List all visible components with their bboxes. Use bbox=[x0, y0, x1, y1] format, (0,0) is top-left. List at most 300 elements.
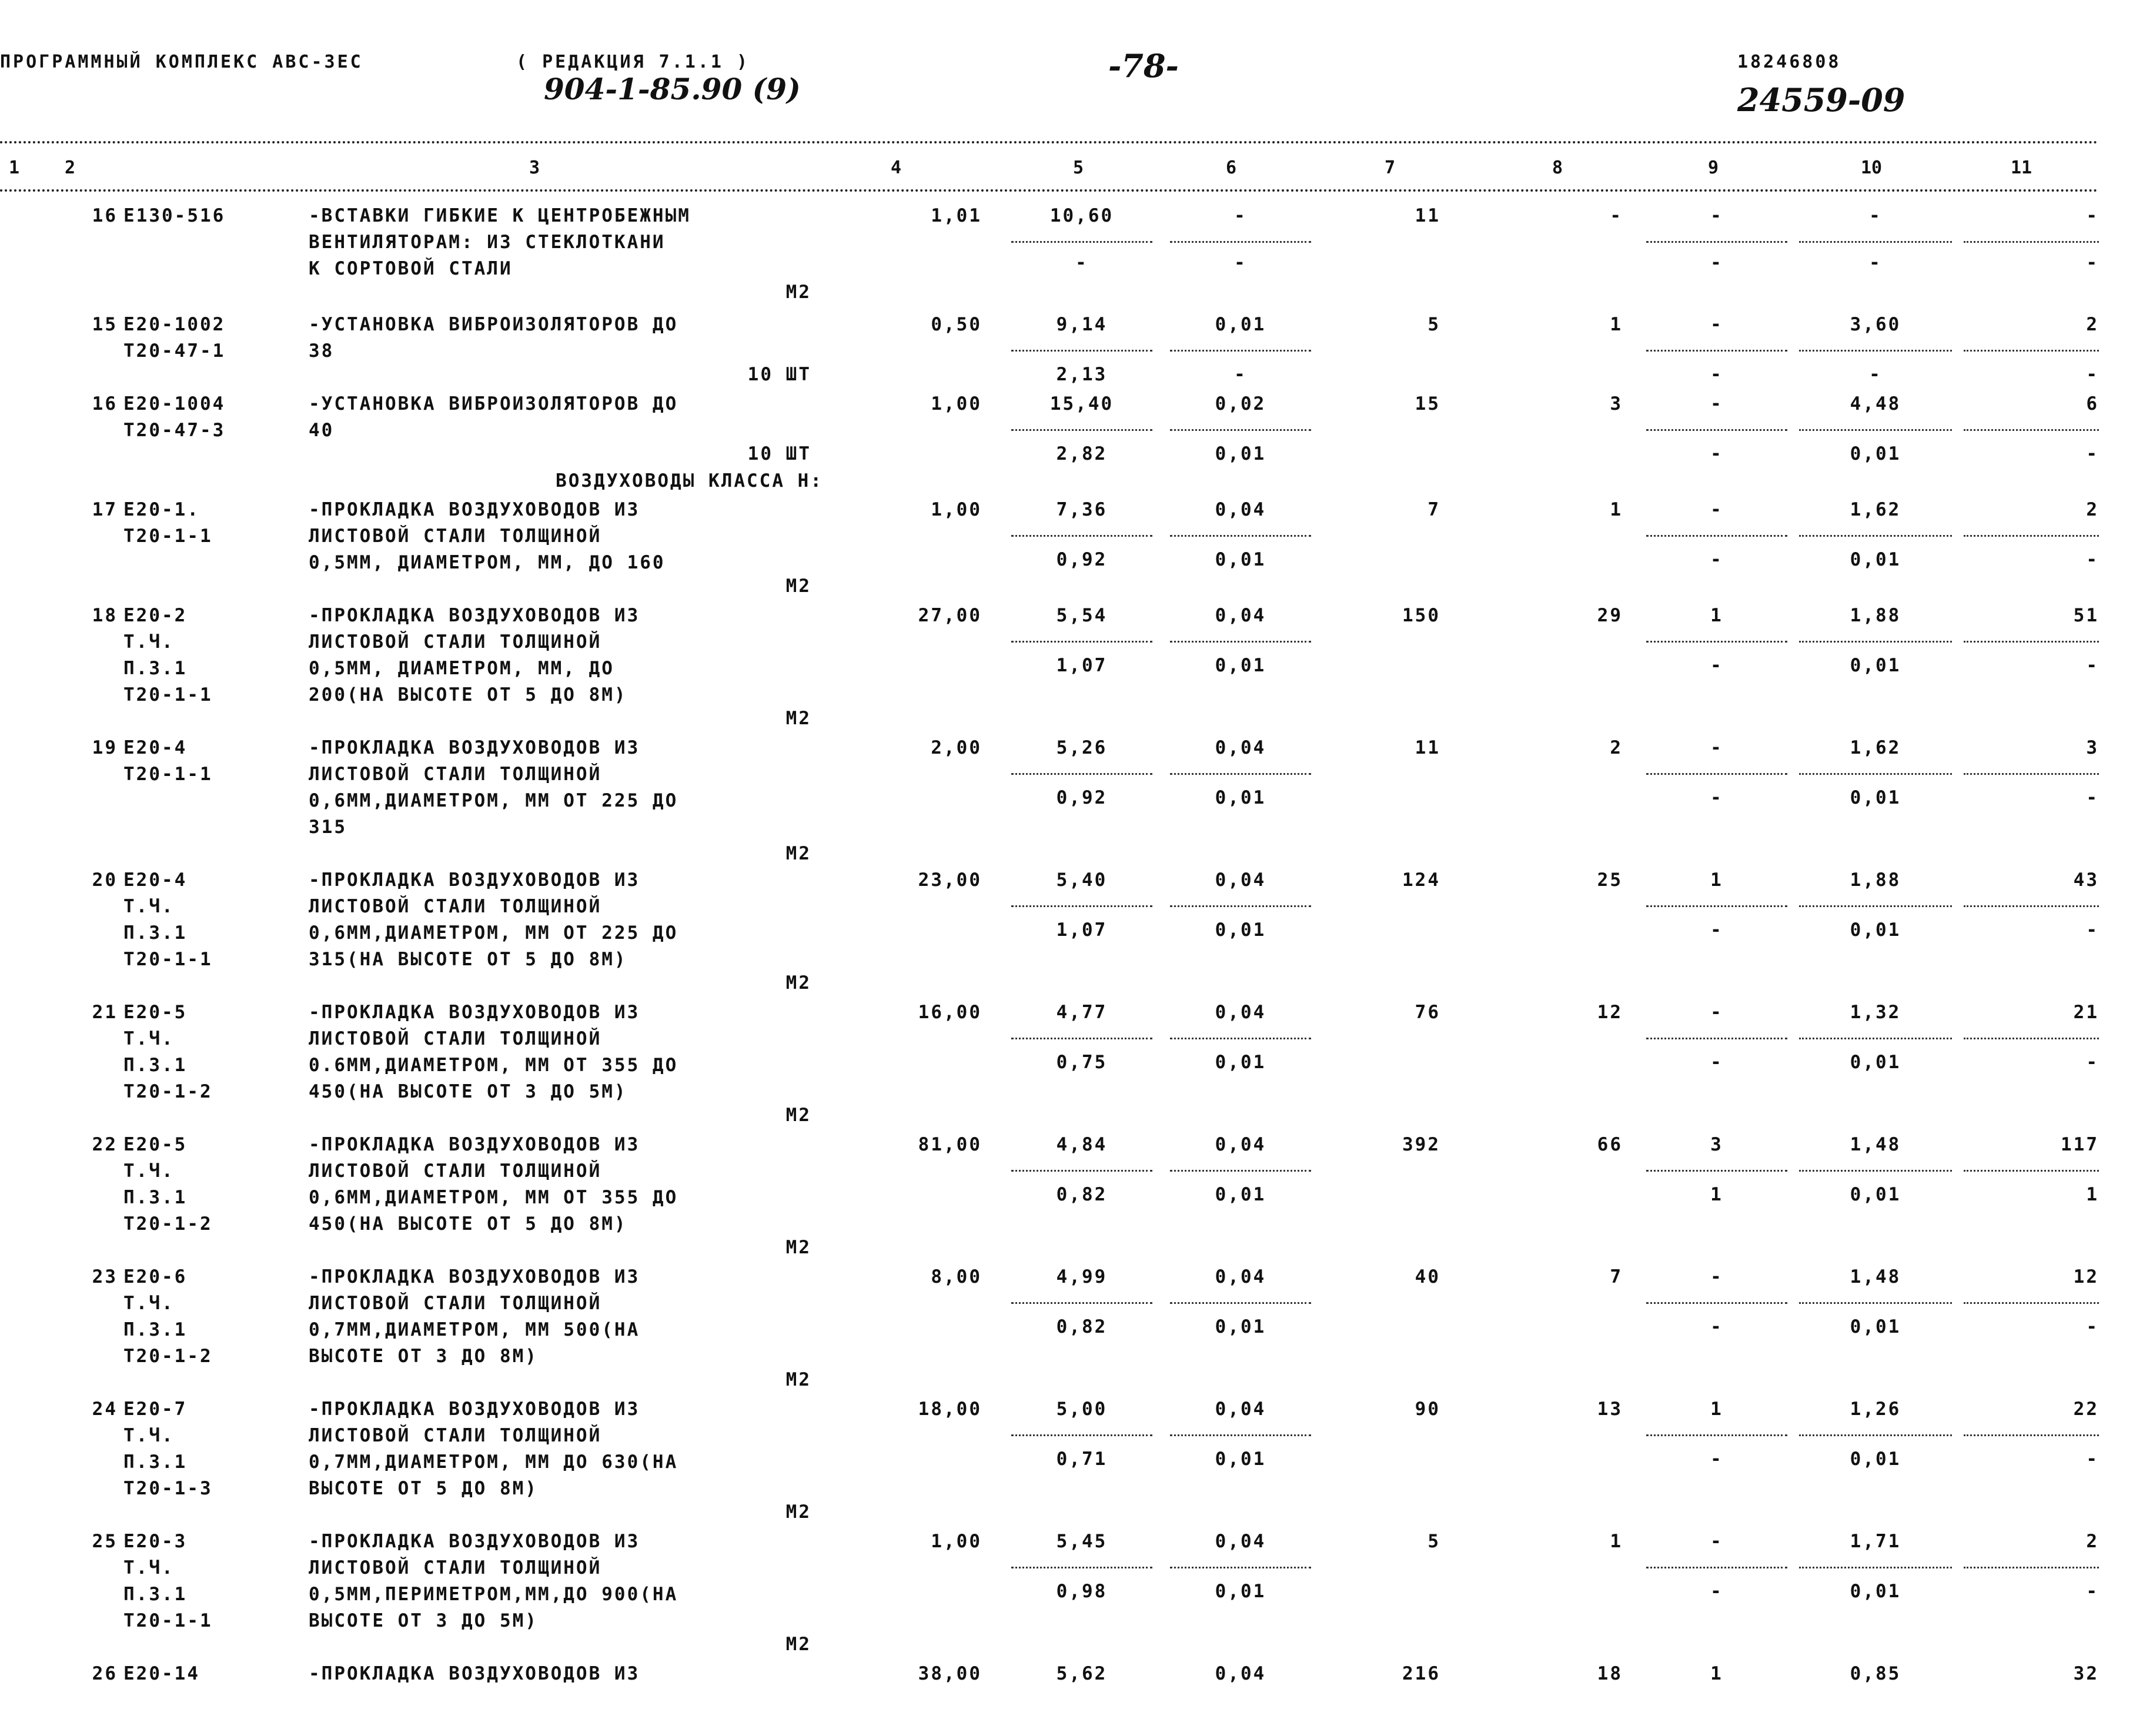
value-col5: 5,26 bbox=[1056, 737, 1108, 758]
value-col5: 9,14 bbox=[1056, 314, 1108, 335]
work-description: ВЫСОТЕ ОТ 3 ДО 8М) bbox=[309, 1346, 538, 1367]
work-description: -УСТАНОВКА ВИБРОИЗОЛЯТОРОВ ДО bbox=[309, 393, 678, 414]
value-col9: 1 bbox=[1710, 1663, 1723, 1684]
value-col5: 4,99 bbox=[1056, 1266, 1108, 1287]
value-col11: 117 bbox=[2061, 1134, 2099, 1155]
page-header bbox=[0, 0, 2153, 135]
norm-code: Т.Ч. bbox=[123, 896, 175, 917]
row-number: 21 bbox=[92, 1002, 118, 1023]
value-col6-sub: 0,01 bbox=[1215, 1052, 1266, 1073]
value-col9-sub: - bbox=[1710, 364, 1723, 385]
work-description: ЛИСТОВОЙ СТАЛИ ТОЛЩИНОЙ bbox=[309, 1557, 602, 1578]
value-col8: 12 bbox=[1597, 1002, 1623, 1023]
separator-line bbox=[1646, 1170, 1787, 1172]
value-col9: 1 bbox=[1710, 605, 1723, 626]
work-description: 450(НА ВЫСОТЕ ОТ 3 ДО 5М) bbox=[309, 1081, 627, 1102]
norm-code: Т20-1-1 bbox=[123, 764, 213, 785]
quantity: 81,00 bbox=[918, 1134, 982, 1155]
value-col6: 0,04 bbox=[1215, 1531, 1266, 1552]
estimate-table-body bbox=[0, 203, 2099, 1731]
value-col11: 2 bbox=[2086, 314, 2099, 335]
separator-line bbox=[1011, 773, 1152, 775]
value-col9-sub: - bbox=[1710, 919, 1723, 941]
norm-code: Т20-47-1 bbox=[123, 340, 226, 362]
value-col6-sub: 0,01 bbox=[1215, 1184, 1266, 1205]
value-col11-sub: - bbox=[2086, 919, 2099, 941]
norm-code: П.3.1 bbox=[123, 658, 188, 679]
value-col6-sub: 0,01 bbox=[1215, 549, 1266, 570]
value-col8: 1 bbox=[1610, 314, 1623, 335]
separator-line bbox=[1170, 1038, 1311, 1039]
value-col9-sub: 1 bbox=[1710, 1184, 1723, 1205]
project-number-handwritten: 904-1-85.90 (9) bbox=[544, 72, 801, 106]
unit-of-measure: 10 ШТ bbox=[747, 443, 811, 464]
value-col6: 0,02 bbox=[1215, 393, 1266, 414]
separator-line bbox=[1011, 641, 1152, 643]
value-col7: 11 bbox=[1415, 737, 1440, 758]
norm-code: Е20-5 bbox=[123, 1134, 188, 1155]
value-col7: 76 bbox=[1415, 1002, 1440, 1023]
work-description: -ПРОКЛАДКА ВОЗДУХОВОДОВ ИЗ bbox=[309, 605, 640, 626]
norm-code: Е20-4 bbox=[123, 737, 188, 758]
value-col8: 1 bbox=[1610, 1531, 1623, 1552]
work-description: -ПРОКЛАДКА ВОЗДУХОВОДОВ ИЗ bbox=[309, 1399, 640, 1420]
value-col5-sub: 2,13 bbox=[1056, 364, 1108, 385]
value-col11-sub: - bbox=[2086, 1052, 2099, 1073]
value-col10-sub: 0,01 bbox=[1850, 787, 1901, 808]
table-row bbox=[0, 497, 2099, 603]
separator-line bbox=[1964, 1038, 2099, 1039]
unit-of-measure: М2 bbox=[785, 1634, 811, 1655]
value-col5: 5,54 bbox=[1056, 605, 1108, 626]
work-description: 38 bbox=[309, 340, 335, 362]
value-col8: 2 bbox=[1610, 737, 1623, 758]
quantity: 8,00 bbox=[931, 1266, 982, 1287]
value-col7: 11 bbox=[1415, 205, 1440, 226]
separator-line bbox=[1170, 535, 1311, 537]
value-col10: 1,32 bbox=[1850, 1002, 1901, 1023]
separator-line bbox=[1799, 1170, 1952, 1172]
row-number: 23 bbox=[92, 1266, 118, 1287]
norm-code: П.3.1 bbox=[123, 922, 188, 944]
unit-of-measure: М2 bbox=[785, 1501, 811, 1523]
table-row bbox=[0, 867, 2099, 999]
value-col10-sub: - bbox=[1869, 364, 1882, 385]
table-row bbox=[0, 1264, 2099, 1396]
separator-line bbox=[1799, 773, 1952, 775]
unit-of-measure: М2 bbox=[785, 1105, 811, 1126]
separator-line bbox=[1964, 905, 2099, 907]
quantity: 2,00 bbox=[931, 737, 982, 758]
document-number-handwritten: 24559-09 bbox=[1737, 81, 1905, 119]
row-number: 22 bbox=[92, 1134, 118, 1155]
work-description: К СОРТОВОЙ СТАЛИ bbox=[309, 258, 513, 279]
work-description: ЛИСТОВОЙ СТАЛИ ТОЛЩИНОЙ bbox=[309, 631, 602, 653]
separator-line bbox=[1011, 1170, 1152, 1172]
value-col10-sub: 0,01 bbox=[1850, 549, 1901, 570]
value-col10: 4,48 bbox=[1850, 393, 1901, 414]
norm-code: Е20-2 bbox=[123, 605, 188, 626]
work-description: 0,7ММ,ДИАМЕТРОМ, ММ 500(НА bbox=[309, 1319, 640, 1340]
separator-line bbox=[1964, 350, 2099, 352]
separator-line bbox=[1646, 1302, 1787, 1304]
work-description: -ПРОКЛАДКА ВОЗДУХОВОДОВ ИЗ bbox=[309, 1002, 640, 1023]
value-col10: 1,88 bbox=[1850, 869, 1901, 891]
norm-code: Е20-6 bbox=[123, 1266, 188, 1287]
work-description: 0,6ММ,ДИАМЕТРОМ, ММ ОТ 225 ДО bbox=[309, 790, 678, 811]
table-row bbox=[0, 1528, 2099, 1661]
table-row bbox=[0, 735, 2099, 867]
norm-code: Е20-3 bbox=[123, 1531, 188, 1552]
separator-line bbox=[1964, 1302, 2099, 1304]
unit-of-measure: М2 bbox=[785, 843, 811, 864]
value-col11: 43 bbox=[2073, 869, 2099, 891]
work-description: ЛИСТОВОЙ СТАЛИ ТОЛЩИНОЙ bbox=[309, 1425, 602, 1446]
work-description: -ПРОКЛАДКА ВОЗДУХОВОДОВ ИЗ bbox=[309, 1531, 640, 1552]
value-col11: 51 bbox=[2073, 605, 2099, 626]
work-description: 315(НА ВЫСОТЕ ОТ 5 ДО 8М) bbox=[309, 949, 627, 970]
norm-code: Т20-1-2 bbox=[123, 1346, 213, 1367]
value-col6-sub: - bbox=[1234, 252, 1247, 273]
value-col11: 6 bbox=[2086, 393, 2099, 414]
work-description: 200(НА ВЫСОТЕ ОТ 5 ДО 8М) bbox=[309, 684, 627, 705]
norm-code: Е20-1002 bbox=[123, 314, 226, 335]
value-col8: 18 bbox=[1597, 1663, 1623, 1684]
value-col8: 29 bbox=[1597, 605, 1623, 626]
value-col11-sub: - bbox=[2086, 1449, 2099, 1470]
work-description: 0,6ММ,ДИАМЕТРОМ, ММ ОТ 355 ДО bbox=[309, 1187, 678, 1208]
value-col8: 3 bbox=[1610, 393, 1623, 414]
quantity: 16,00 bbox=[918, 1002, 982, 1023]
column-header-10: 10 bbox=[1861, 158, 1883, 178]
value-col8: 25 bbox=[1597, 869, 1623, 891]
table-row bbox=[0, 999, 2099, 1132]
norm-code: Е130-516 bbox=[123, 205, 226, 226]
value-col9: - bbox=[1710, 1002, 1723, 1023]
norm-code: Т20-47-3 bbox=[123, 420, 226, 441]
value-col5: 7,36 bbox=[1056, 499, 1108, 520]
separator-line bbox=[1799, 241, 1952, 243]
value-col5-sub: - bbox=[1075, 252, 1088, 273]
work-description: 0,5ММ, ДИАМЕТРОМ, ММ, ДО 160 bbox=[309, 552, 666, 573]
value-col7: 90 bbox=[1415, 1399, 1440, 1420]
norm-code: Е20-14 bbox=[123, 1663, 200, 1684]
value-col11-sub: 1 bbox=[2086, 1184, 2099, 1205]
value-col10: 1,71 bbox=[1850, 1531, 1901, 1552]
separator-line bbox=[1011, 1567, 1152, 1568]
value-col6: 0,04 bbox=[1215, 1663, 1266, 1684]
value-col10-sub: 0,01 bbox=[1850, 443, 1901, 464]
value-col9-sub: - bbox=[1710, 443, 1723, 464]
work-description: 0.6ММ,ДИАМЕТРОМ, ММ ОТ 355 ДО bbox=[309, 1055, 678, 1076]
header-rule-top bbox=[0, 141, 2099, 143]
separator-line bbox=[1646, 429, 1787, 431]
work-description: -УСТАНОВКА ВИБРОИЗОЛЯТОРОВ ДО bbox=[309, 314, 678, 335]
value-col9: - bbox=[1710, 499, 1723, 520]
separator-line bbox=[1964, 1434, 2099, 1436]
value-col5: 5,62 bbox=[1056, 1663, 1108, 1684]
separator-line bbox=[1646, 905, 1787, 907]
unit-of-measure: М2 bbox=[785, 1369, 811, 1390]
value-col5-sub: 0,71 bbox=[1056, 1449, 1108, 1470]
work-description: -ПРОКЛАДКА ВОЗДУХОВОДОВ ИЗ bbox=[309, 1663, 640, 1684]
separator-line bbox=[1799, 1567, 1952, 1568]
program-name: ПРОГРАММНЫЙ КОМПЛЕКС АВС-ЗЕС bbox=[0, 52, 363, 72]
column-header-7: 7 bbox=[1385, 158, 1396, 178]
row-number: 24 bbox=[92, 1399, 118, 1420]
column-header-6: 6 bbox=[1226, 158, 1237, 178]
value-col9-sub: - bbox=[1710, 787, 1723, 808]
value-col11-sub: - bbox=[2086, 787, 2099, 808]
document-code: 18246808 bbox=[1737, 52, 1841, 72]
value-col10: 1,88 bbox=[1850, 605, 1901, 626]
value-col5-sub: 0,98 bbox=[1056, 1581, 1108, 1602]
value-col11: 12 bbox=[2073, 1266, 2099, 1287]
work-description: ВЫСОТЕ ОТ 5 ДО 8М) bbox=[309, 1478, 538, 1499]
separator-line bbox=[1646, 773, 1787, 775]
work-description: -ПРОКЛАДКА ВОЗДУХОВОДОВ ИЗ bbox=[309, 869, 640, 891]
value-col6-sub: 0,01 bbox=[1215, 1581, 1266, 1602]
separator-line bbox=[1170, 1434, 1311, 1436]
column-header-2: 2 bbox=[65, 158, 76, 178]
value-col5: 5,40 bbox=[1056, 869, 1108, 891]
norm-code: П.3.1 bbox=[123, 1319, 188, 1340]
value-col7: 15 bbox=[1415, 393, 1440, 414]
norm-code: П.3.1 bbox=[123, 1451, 188, 1473]
value-col10-sub: - bbox=[1869, 252, 1882, 273]
separator-line bbox=[1964, 641, 2099, 643]
page-number: -78- bbox=[1108, 47, 1179, 85]
separator-line bbox=[1799, 1038, 1952, 1039]
work-description: 0,5ММ,ПЕРИМЕТРОМ,ММ,ДО 900(НА bbox=[309, 1584, 678, 1605]
table-row bbox=[0, 391, 2099, 470]
value-col7: 40 bbox=[1415, 1266, 1440, 1287]
value-col11: 2 bbox=[2086, 499, 2099, 520]
table-row bbox=[0, 312, 2099, 391]
norm-code: Т.Ч. bbox=[123, 1028, 175, 1049]
value-col6: 0,04 bbox=[1215, 869, 1266, 891]
norm-code: Т.Ч. bbox=[123, 631, 175, 653]
quantity: 23,00 bbox=[918, 869, 982, 891]
separator-line bbox=[1011, 350, 1152, 352]
value-col9-sub: - bbox=[1710, 1581, 1723, 1602]
value-col8: 1 bbox=[1610, 499, 1623, 520]
value-col9: - bbox=[1710, 1531, 1723, 1552]
separator-line bbox=[1011, 535, 1152, 537]
norm-code: Е20-4 bbox=[123, 869, 188, 891]
value-col5-sub: 0,82 bbox=[1056, 1316, 1108, 1337]
value-col7: 150 bbox=[1402, 605, 1440, 626]
norm-code: Е20-1004 bbox=[123, 393, 226, 414]
value-col6: 0,04 bbox=[1215, 1002, 1266, 1023]
quantity: 1,00 bbox=[931, 1531, 982, 1552]
work-description: 450(НА ВЫСОТЕ ОТ 5 ДО 8М) bbox=[309, 1213, 627, 1235]
column-header-9: 9 bbox=[1708, 158, 1719, 178]
value-col5-sub: 1,07 bbox=[1056, 655, 1108, 676]
separator-line bbox=[1799, 905, 1952, 907]
separator-line bbox=[1011, 429, 1152, 431]
column-header-row bbox=[0, 158, 2099, 185]
value-col9-sub: - bbox=[1710, 1052, 1723, 1073]
value-col5: 4,84 bbox=[1056, 1134, 1108, 1155]
value-col9: 1 bbox=[1710, 869, 1723, 891]
column-header-3: 3 bbox=[529, 158, 540, 178]
value-col11: 21 bbox=[2073, 1002, 2099, 1023]
separator-line bbox=[1964, 1170, 2099, 1172]
row-number: 25 bbox=[92, 1531, 118, 1552]
value-col5-sub: 0,92 bbox=[1056, 549, 1108, 570]
value-col6-sub: 0,01 bbox=[1215, 655, 1266, 676]
separator-line bbox=[1646, 1567, 1787, 1568]
value-col8: - bbox=[1610, 205, 1623, 226]
work-description: ЛИСТОВОЙ СТАЛИ ТОЛЩИНОЙ bbox=[309, 1293, 602, 1314]
separator-line bbox=[1170, 1170, 1311, 1172]
value-col8: 13 bbox=[1597, 1399, 1623, 1420]
separator-line bbox=[1799, 1434, 1952, 1436]
value-col7: 5 bbox=[1427, 1531, 1440, 1552]
value-col9: - bbox=[1710, 314, 1723, 335]
value-col9-sub: - bbox=[1710, 1316, 1723, 1337]
separator-line bbox=[1646, 241, 1787, 243]
value-col5: 10,60 bbox=[1049, 205, 1114, 226]
norm-code: Е20-7 bbox=[123, 1399, 188, 1420]
value-col5-sub: 0,82 bbox=[1056, 1184, 1108, 1205]
value-col6-sub: - bbox=[1234, 364, 1247, 385]
header-rule-bottom bbox=[0, 189, 2099, 192]
norm-code: Т20-1-1 bbox=[123, 684, 213, 705]
work-description: ВЕНТИЛЯТОРАМ: ИЗ СТЕКЛОТКАНИ bbox=[309, 232, 666, 253]
work-description: 0,7ММ,ДИАМЕТРОМ, ММ ДО 630(НА bbox=[309, 1451, 678, 1473]
value-col6: 0,01 bbox=[1215, 314, 1266, 335]
separator-line bbox=[1011, 1038, 1152, 1039]
value-col5: 5,45 bbox=[1056, 1531, 1108, 1552]
norm-code: Е20-1. bbox=[123, 499, 200, 520]
value-col10-sub: 0,01 bbox=[1850, 1184, 1901, 1205]
separator-line bbox=[1170, 641, 1311, 643]
norm-code: Т.Ч. bbox=[123, 1293, 175, 1314]
unit-of-measure: М2 bbox=[785, 282, 811, 303]
quantity: 38,00 bbox=[918, 1663, 982, 1684]
value-col5: 4,77 bbox=[1056, 1002, 1108, 1023]
value-col10-sub: 0,01 bbox=[1850, 1581, 1901, 1602]
value-col9: - bbox=[1710, 737, 1723, 758]
value-col11: 22 bbox=[2073, 1399, 2099, 1420]
value-col9: - bbox=[1710, 1266, 1723, 1287]
quantity: 1,00 bbox=[931, 393, 982, 414]
work-description: -ПРОКЛАДКА ВОЗДУХОВОДОВ ИЗ bbox=[309, 737, 640, 758]
row-number: 19 bbox=[92, 737, 118, 758]
value-col5: 5,00 bbox=[1056, 1399, 1108, 1420]
value-col7: 7 bbox=[1427, 499, 1440, 520]
value-col9: - bbox=[1710, 205, 1723, 226]
quantity: 27,00 bbox=[918, 605, 982, 626]
norm-code: П.3.1 bbox=[123, 1055, 188, 1076]
row-number: 18 bbox=[92, 605, 118, 626]
row-number: 20 bbox=[92, 869, 118, 891]
norm-code: Т20-1-3 bbox=[123, 1478, 213, 1499]
separator-line bbox=[1799, 350, 1952, 352]
value-col6-sub: 0,01 bbox=[1215, 919, 1266, 941]
value-col9: - bbox=[1710, 393, 1723, 414]
table-row bbox=[0, 1132, 2099, 1264]
row-number: 26 bbox=[92, 1663, 118, 1684]
value-col5-sub: 1,07 bbox=[1056, 919, 1108, 941]
norm-code: Т20-1-1 bbox=[123, 1610, 213, 1631]
table-row bbox=[0, 203, 2099, 309]
value-col7: 124 bbox=[1402, 869, 1440, 891]
value-col6: 0,04 bbox=[1215, 1399, 1266, 1420]
value-col11-sub: - bbox=[2086, 549, 2099, 570]
separator-line bbox=[1799, 429, 1952, 431]
separator-line bbox=[1646, 1434, 1787, 1436]
value-col11: 32 bbox=[2073, 1663, 2099, 1684]
value-col6: 0,04 bbox=[1215, 737, 1266, 758]
column-header-11: 11 bbox=[2011, 158, 2032, 178]
value-col11-sub: - bbox=[2086, 655, 2099, 676]
norm-code: Т20-1-2 bbox=[123, 1213, 213, 1235]
unit-of-measure: М2 bbox=[785, 576, 811, 597]
separator-line bbox=[1964, 429, 2099, 431]
value-col11: - bbox=[2086, 205, 2099, 226]
row-number: 16 bbox=[92, 205, 118, 226]
separator-line bbox=[1170, 429, 1311, 431]
value-col7: 392 bbox=[1402, 1134, 1440, 1155]
work-description: -ПРОКЛАДКА ВОЗДУХОВОДОВ ИЗ bbox=[309, 1134, 640, 1155]
norm-code: Т20-1-2 bbox=[123, 1081, 213, 1102]
value-col9: 1 bbox=[1710, 1399, 1723, 1420]
work-description: ЛИСТОВОЙ СТАЛИ ТОЛЩИНОЙ bbox=[309, 526, 602, 547]
value-col6: 0,04 bbox=[1215, 1266, 1266, 1287]
separator-line bbox=[1011, 1434, 1152, 1436]
value-col8: 66 bbox=[1597, 1134, 1623, 1155]
value-col5-sub: 2,82 bbox=[1056, 443, 1108, 464]
separator-line bbox=[1170, 773, 1311, 775]
column-header-5: 5 bbox=[1073, 158, 1084, 178]
work-description: ЛИСТОВОЙ СТАЛИ ТОЛЩИНОЙ bbox=[309, 764, 602, 785]
section-row bbox=[0, 470, 2099, 497]
value-col5: 15,40 bbox=[1049, 393, 1114, 414]
work-description: -ВСТАВКИ ГИБКИЕ К ЦЕНТРОБЕЖНЫМ bbox=[309, 205, 691, 226]
separator-line bbox=[1964, 773, 2099, 775]
separator-line bbox=[1799, 641, 1952, 643]
value-col6-sub: 0,01 bbox=[1215, 1449, 1266, 1470]
work-description: ВЫСОТЕ ОТ 3 ДО 5М) bbox=[309, 1610, 538, 1631]
quantity: 1,00 bbox=[931, 499, 982, 520]
value-col9: 3 bbox=[1710, 1134, 1723, 1155]
work-description: 315 bbox=[309, 817, 347, 838]
table-row bbox=[0, 1661, 2099, 1696]
work-description: -ПРОКЛАДКА ВОЗДУХОВОДОВ ИЗ bbox=[309, 499, 640, 520]
separator-line bbox=[1964, 535, 2099, 537]
value-col11-sub: - bbox=[2086, 364, 2099, 385]
section-heading: ВОЗДУХОВОДЫ КЛАССА Н: bbox=[556, 470, 823, 491]
work-description: ЛИСТОВОЙ СТАЛИ ТОЛЩИНОЙ bbox=[309, 896, 602, 917]
value-col7: 216 bbox=[1402, 1663, 1440, 1684]
separator-line bbox=[1646, 1038, 1787, 1039]
value-col10-sub: 0,01 bbox=[1850, 919, 1901, 941]
norm-code: Т20-1-1 bbox=[123, 949, 213, 970]
unit-of-measure: М2 bbox=[785, 972, 811, 994]
value-col6-sub: 0,01 bbox=[1215, 443, 1266, 464]
norm-code: Т.Ч. bbox=[123, 1425, 175, 1446]
separator-line bbox=[1799, 535, 1952, 537]
separator-line bbox=[1011, 905, 1152, 907]
value-col10: - bbox=[1869, 205, 1882, 226]
work-description: 0,5ММ, ДИАМЕТРОМ, ММ, ДО bbox=[309, 658, 614, 679]
norm-code: Т.Ч. bbox=[123, 1557, 175, 1578]
separator-line bbox=[1799, 1302, 1952, 1304]
separator-line bbox=[1170, 905, 1311, 907]
